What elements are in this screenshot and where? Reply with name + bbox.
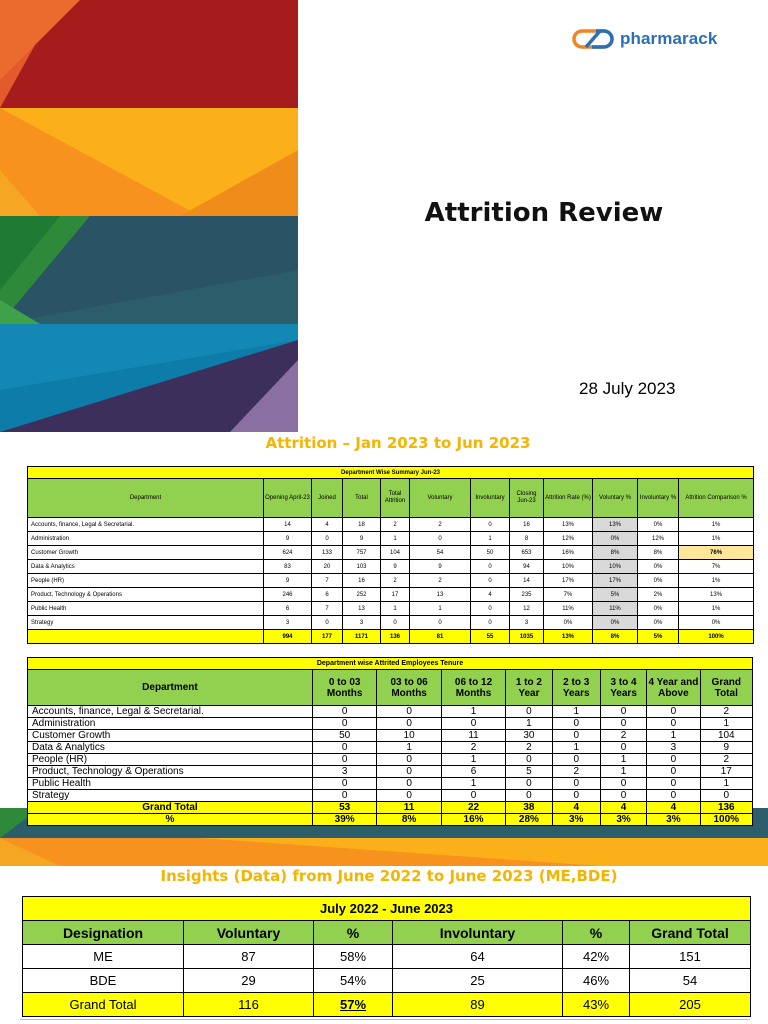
table-cell: 104 xyxy=(700,730,752,742)
table-cell: 2 xyxy=(552,766,600,778)
table-cell: 0 xyxy=(377,766,441,778)
table-cell: 0 xyxy=(441,790,505,802)
table-cell: 1% xyxy=(679,532,754,546)
summary-total-row xyxy=(28,630,754,644)
table-cell: Accounts, finance, Legal & Secretarial. xyxy=(28,518,264,532)
table-cell: 4 xyxy=(552,802,600,814)
table-cell: 0 xyxy=(552,718,600,730)
table-cell: Public Health xyxy=(28,778,313,790)
table-cell: 2 xyxy=(381,518,410,532)
table-cell: 0 xyxy=(312,706,376,718)
brand-logo xyxy=(572,26,717,52)
table-cell: Product, Technology & Operations xyxy=(28,588,264,602)
table-cell: 205 xyxy=(630,993,751,1017)
table-cell: 1 xyxy=(471,532,510,546)
table-cell: 5% xyxy=(593,588,638,602)
table-cell: 10% xyxy=(544,560,593,574)
column-header: 06 to 12 Months xyxy=(441,670,505,706)
table-cell: 13% xyxy=(679,588,754,602)
table-row xyxy=(28,602,754,616)
table-cell: 0 xyxy=(600,790,646,802)
table-cell: 76% xyxy=(679,546,754,560)
table-cell: People (HR) xyxy=(28,754,313,766)
table-cell: 46% xyxy=(563,969,630,993)
table-cell: 0% xyxy=(638,560,679,574)
column-header: 4 Year and Above xyxy=(647,670,700,706)
table-cell: 13% xyxy=(593,518,638,532)
table-cell: 42% xyxy=(563,945,630,969)
column-header: 2 to 3 Years xyxy=(552,670,600,706)
table-cell: 0 xyxy=(647,766,700,778)
table-cell: 13 xyxy=(343,602,381,616)
table-cell: 2 xyxy=(381,574,410,588)
slide-title: Attrition Review xyxy=(424,198,664,228)
table-row xyxy=(28,730,753,742)
table-cell: 8% xyxy=(377,814,441,826)
column-header: Attrition Comparison % xyxy=(679,479,754,518)
table-cell: 2 xyxy=(410,518,471,532)
table-cell: 0 xyxy=(312,742,376,754)
table-cell: 6 xyxy=(441,766,505,778)
table-row xyxy=(28,616,754,630)
table-cell: 13% xyxy=(544,630,593,644)
table-cell: 54 xyxy=(630,969,751,993)
table-cell: 0 xyxy=(552,730,600,742)
table-cell: 55 xyxy=(471,630,510,644)
table-cell: 0% xyxy=(593,616,638,630)
column-header: 3 to 4 Years xyxy=(600,670,646,706)
column-header: Joined xyxy=(312,479,343,518)
column-header: Attrition Rate (%) xyxy=(544,479,593,518)
table-cell: 0 xyxy=(647,706,700,718)
table-cell: 2 xyxy=(700,754,752,766)
table-cell: 3 xyxy=(647,742,700,754)
insights-table xyxy=(22,896,751,1017)
table-cell: 1% xyxy=(679,602,754,616)
table-cell: 2% xyxy=(638,588,679,602)
table-cell: 0 xyxy=(312,754,376,766)
table-cell: 0 xyxy=(506,754,552,766)
table-cell: 57% xyxy=(314,993,393,1017)
table-cell: 16 xyxy=(510,518,544,532)
summary-caption: Department Wise Summary Jun-23 xyxy=(28,467,754,479)
table-cell: 13% xyxy=(544,518,593,532)
column-header: Department xyxy=(28,670,313,706)
table-cell: 0 xyxy=(312,778,376,790)
table-cell: 11% xyxy=(544,602,593,616)
section-title-insights: Insights (Data) from June 2022 to June 2023 (ME,BDE) xyxy=(160,867,618,885)
table-cell: 0 xyxy=(471,574,510,588)
table-cell: 1 xyxy=(552,742,600,754)
table-cell: 18 xyxy=(343,518,381,532)
column-header: 0 to 03 Months xyxy=(312,670,376,706)
table-cell: 1 xyxy=(410,602,471,616)
table-cell: 8% xyxy=(638,546,679,560)
table-cell: 50 xyxy=(471,546,510,560)
insights-total-row xyxy=(23,993,751,1017)
table-cell: 8 xyxy=(510,532,544,546)
table-cell: 0 xyxy=(471,560,510,574)
table-cell: 0 xyxy=(471,602,510,616)
table-cell: 0 xyxy=(377,790,441,802)
table-cell: 50 xyxy=(312,730,376,742)
table-cell: 0 xyxy=(647,754,700,766)
table-cell: 38 xyxy=(506,802,552,814)
table-cell: 5 xyxy=(506,766,552,778)
table-row xyxy=(28,532,754,546)
table-row xyxy=(28,518,754,532)
table-cell: 151 xyxy=(630,945,751,969)
table-cell: 0 xyxy=(410,616,471,630)
table-row xyxy=(28,546,754,560)
table-cell: 0 xyxy=(381,616,410,630)
table-cell: 624 xyxy=(264,546,312,560)
table-cell: 2 xyxy=(506,742,552,754)
table-cell: 0 xyxy=(600,742,646,754)
table-cell: 757 xyxy=(343,546,381,560)
table-cell: % xyxy=(28,814,313,826)
table-cell: 9 xyxy=(264,574,312,588)
table-cell: 64 xyxy=(393,945,563,969)
table-cell: 3 xyxy=(510,616,544,630)
table-cell: 653 xyxy=(510,546,544,560)
table-cell: 7% xyxy=(544,588,593,602)
table-row xyxy=(23,945,751,969)
table-cell: 136 xyxy=(700,802,752,814)
table-cell: 0% xyxy=(544,616,593,630)
table-row xyxy=(28,706,753,718)
table-cell: 0% xyxy=(638,602,679,616)
table-cell: 8% xyxy=(593,630,638,644)
table-cell: Product, Technology & Operations xyxy=(28,766,313,778)
pharmarack-logo-icon xyxy=(572,28,616,50)
tenure-header-row xyxy=(28,670,753,706)
table-cell: 2 xyxy=(410,574,471,588)
table-cell: Accounts, finance, Legal & Secretarial. xyxy=(28,706,313,718)
hero-artwork xyxy=(0,0,298,432)
table-cell: Grand Total xyxy=(28,802,313,814)
table-cell: 54% xyxy=(314,969,393,993)
table-cell: 39% xyxy=(312,814,376,826)
slide-date: 28 July 2023 xyxy=(579,379,676,398)
table-cell: 11 xyxy=(377,802,441,814)
table-cell: BDE xyxy=(23,969,184,993)
table-cell: 1171 xyxy=(343,630,381,644)
column-header: Department xyxy=(28,479,264,518)
table-cell: 5% xyxy=(638,630,679,644)
table-cell: 0 xyxy=(506,706,552,718)
table-cell: Data & Analytics xyxy=(28,560,264,574)
insights-caption: July 2022 - June 2023 xyxy=(23,897,751,921)
table-cell: 0 xyxy=(600,778,646,790)
column-header: Involuntary xyxy=(393,921,563,945)
table-cell: 16 xyxy=(343,574,381,588)
table-cell: 0 xyxy=(700,790,752,802)
table-cell: 17% xyxy=(544,574,593,588)
table-cell: Strategy xyxy=(28,790,313,802)
table-cell xyxy=(28,630,264,644)
table-cell: 58% xyxy=(314,945,393,969)
table-cell: 0 xyxy=(377,778,441,790)
table-cell: 100% xyxy=(700,814,752,826)
column-header: Closing Jun-23 xyxy=(510,479,544,518)
table-cell: 0% xyxy=(679,616,754,630)
section-title-attrition: Attrition – Jan 2023 to Jun 2023 xyxy=(265,434,531,452)
table-cell: 136 xyxy=(381,630,410,644)
table-row xyxy=(28,742,753,754)
table-cell: 14 xyxy=(510,574,544,588)
column-header: Grand Total xyxy=(630,921,751,945)
table-cell: 1 xyxy=(600,766,646,778)
column-header: % xyxy=(563,921,630,945)
tenure-table xyxy=(27,657,753,826)
table-cell: 3% xyxy=(647,814,700,826)
table-cell: 0 xyxy=(506,790,552,802)
table-cell: 1 xyxy=(441,754,505,766)
table-cell: 3 xyxy=(264,616,312,630)
table-cell: 0 xyxy=(647,790,700,802)
table-cell: 1 xyxy=(441,706,505,718)
table-cell: 0 xyxy=(471,616,510,630)
table-cell: 0 xyxy=(471,518,510,532)
table-cell: 89 xyxy=(393,993,563,1017)
table-cell: 1 xyxy=(647,730,700,742)
table-cell: 1 xyxy=(506,718,552,730)
table-cell: 9 xyxy=(264,532,312,546)
table-cell: 0% xyxy=(638,616,679,630)
table-cell: 30 xyxy=(506,730,552,742)
table-row xyxy=(28,778,753,790)
table-cell: Public Health xyxy=(28,602,264,616)
table-cell: 3 xyxy=(312,766,376,778)
table-cell: 12% xyxy=(638,532,679,546)
table-cell: 43% xyxy=(563,993,630,1017)
table-cell: 252 xyxy=(343,588,381,602)
table-cell: 2 xyxy=(600,730,646,742)
table-cell: 0 xyxy=(441,718,505,730)
table-cell: 29 xyxy=(184,969,314,993)
tenure-caption: Department wise Attrited Employees Tenure xyxy=(28,658,753,670)
table-cell: 177 xyxy=(312,630,343,644)
table-cell: ME xyxy=(23,945,184,969)
table-cell: 81 xyxy=(410,630,471,644)
column-header: 1 to 2 Year xyxy=(506,670,552,706)
table-cell: 9 xyxy=(700,742,752,754)
insights-header-row xyxy=(23,921,751,945)
table-cell: 1035 xyxy=(510,630,544,644)
column-header: Voluntary xyxy=(184,921,314,945)
table-cell: 4 xyxy=(647,802,700,814)
table-cell: 4 xyxy=(312,518,343,532)
table-cell: Administration xyxy=(28,718,313,730)
table-cell: 2 xyxy=(700,706,752,718)
table-row xyxy=(28,574,754,588)
table-row xyxy=(28,560,754,574)
tenure-percent-row xyxy=(28,814,753,826)
brand-name: pharmarack xyxy=(620,29,718,48)
table-cell: 3% xyxy=(600,814,646,826)
table-cell: 0 xyxy=(600,706,646,718)
table-cell: 1 xyxy=(600,754,646,766)
table-cell: 12% xyxy=(544,532,593,546)
table-cell: 0 xyxy=(377,706,441,718)
table-cell: 9 xyxy=(343,532,381,546)
column-header: 03 to 06 Months xyxy=(377,670,441,706)
table-cell: 1 xyxy=(700,718,752,730)
table-cell: 0 xyxy=(410,532,471,546)
table-cell: 0 xyxy=(312,718,376,730)
table-cell: 17 xyxy=(381,588,410,602)
table-cell: 246 xyxy=(264,588,312,602)
table-cell: 8% xyxy=(593,546,638,560)
table-cell: 100% xyxy=(679,630,754,644)
table-cell: 0 xyxy=(600,718,646,730)
table-cell: 7 xyxy=(312,574,343,588)
table-row xyxy=(28,718,753,730)
column-header: Grand Total xyxy=(700,670,752,706)
table-cell: 54 xyxy=(410,546,471,560)
table-cell: 11% xyxy=(593,602,638,616)
table-cell: 1 xyxy=(700,778,752,790)
table-cell: 83 xyxy=(264,560,312,574)
table-cell: 13 xyxy=(410,588,471,602)
table-cell: 1 xyxy=(441,778,505,790)
table-cell: Strategy xyxy=(28,616,264,630)
table-cell: 94 xyxy=(510,560,544,574)
table-cell: 7 xyxy=(312,602,343,616)
column-header: Designation xyxy=(23,921,184,945)
table-cell: 0 xyxy=(552,790,600,802)
table-cell: 994 xyxy=(264,630,312,644)
table-cell: 87 xyxy=(184,945,314,969)
column-header: Voluntary xyxy=(410,479,471,518)
column-header: Voluntary % xyxy=(593,479,638,518)
table-cell: Grand Total xyxy=(23,993,184,1017)
table-cell: 9 xyxy=(410,560,471,574)
table-cell: 16% xyxy=(544,546,593,560)
table-cell: 4 xyxy=(471,588,510,602)
table-cell: 103 xyxy=(343,560,381,574)
table-cell: 0 xyxy=(647,718,700,730)
table-cell: 22 xyxy=(441,802,505,814)
table-cell: 0 xyxy=(312,790,376,802)
table-cell: Customer Growth xyxy=(28,546,264,560)
table-cell: 0 xyxy=(312,532,343,546)
table-cell: 12 xyxy=(510,602,544,616)
table-row xyxy=(28,790,753,802)
table-cell: 10 xyxy=(377,730,441,742)
table-cell: 0 xyxy=(647,778,700,790)
table-cell: 104 xyxy=(381,546,410,560)
column-header: Opening April-23 xyxy=(264,479,312,518)
table-cell: 3% xyxy=(552,814,600,826)
table-cell: 0 xyxy=(506,778,552,790)
table-cell: 1 xyxy=(381,602,410,616)
department-summary-table xyxy=(27,466,754,644)
table-cell: 4 xyxy=(600,802,646,814)
table-cell: 3 xyxy=(343,616,381,630)
table-cell: 53 xyxy=(312,802,376,814)
table-cell: 0% xyxy=(638,518,679,532)
table-cell: 17% xyxy=(593,574,638,588)
table-cell: People (HR) xyxy=(28,574,264,588)
summary-header-row xyxy=(28,479,754,518)
table-cell: 0% xyxy=(638,574,679,588)
table-cell: Customer Growth xyxy=(28,730,313,742)
table-cell: 16% xyxy=(441,814,505,826)
column-header: % xyxy=(314,921,393,945)
table-cell: 133 xyxy=(312,546,343,560)
table-cell: 0 xyxy=(312,616,343,630)
table-cell: 20 xyxy=(312,560,343,574)
table-cell: Administration xyxy=(28,532,264,546)
column-header: Total xyxy=(343,479,381,518)
table-cell: 235 xyxy=(510,588,544,602)
table-cell: 6 xyxy=(312,588,343,602)
table-cell: 1% xyxy=(679,518,754,532)
table-cell: 2 xyxy=(441,742,505,754)
table-cell: 9 xyxy=(381,560,410,574)
table-row xyxy=(28,754,753,766)
table-cell: 11 xyxy=(441,730,505,742)
table-cell: 10% xyxy=(593,560,638,574)
column-header: Involuntary xyxy=(471,479,510,518)
table-cell: 0 xyxy=(552,778,600,790)
footer-divider xyxy=(20,1019,750,1020)
table-cell: 0 xyxy=(552,754,600,766)
table-row xyxy=(23,969,751,993)
column-header: Total Attrition xyxy=(381,479,410,518)
table-cell: 28% xyxy=(506,814,552,826)
table-cell: 14 xyxy=(264,518,312,532)
table-row xyxy=(28,766,753,778)
table-cell: 116 xyxy=(184,993,314,1017)
table-cell: 1 xyxy=(381,532,410,546)
table-cell: 1% xyxy=(679,574,754,588)
tenure-grand-total-row xyxy=(28,802,753,814)
table-cell: 0% xyxy=(593,532,638,546)
table-cell: 6 xyxy=(264,602,312,616)
table-cell: 25 xyxy=(393,969,563,993)
table-cell: 0 xyxy=(377,718,441,730)
table-cell: Data & Analytics xyxy=(28,742,313,754)
table-cell: 1 xyxy=(552,706,600,718)
table-cell: 1 xyxy=(377,742,441,754)
table-cell: 17 xyxy=(700,766,752,778)
table-cell: 0 xyxy=(377,754,441,766)
table-cell: 7% xyxy=(679,560,754,574)
column-header: Involuntary % xyxy=(638,479,679,518)
table-row xyxy=(28,588,754,602)
